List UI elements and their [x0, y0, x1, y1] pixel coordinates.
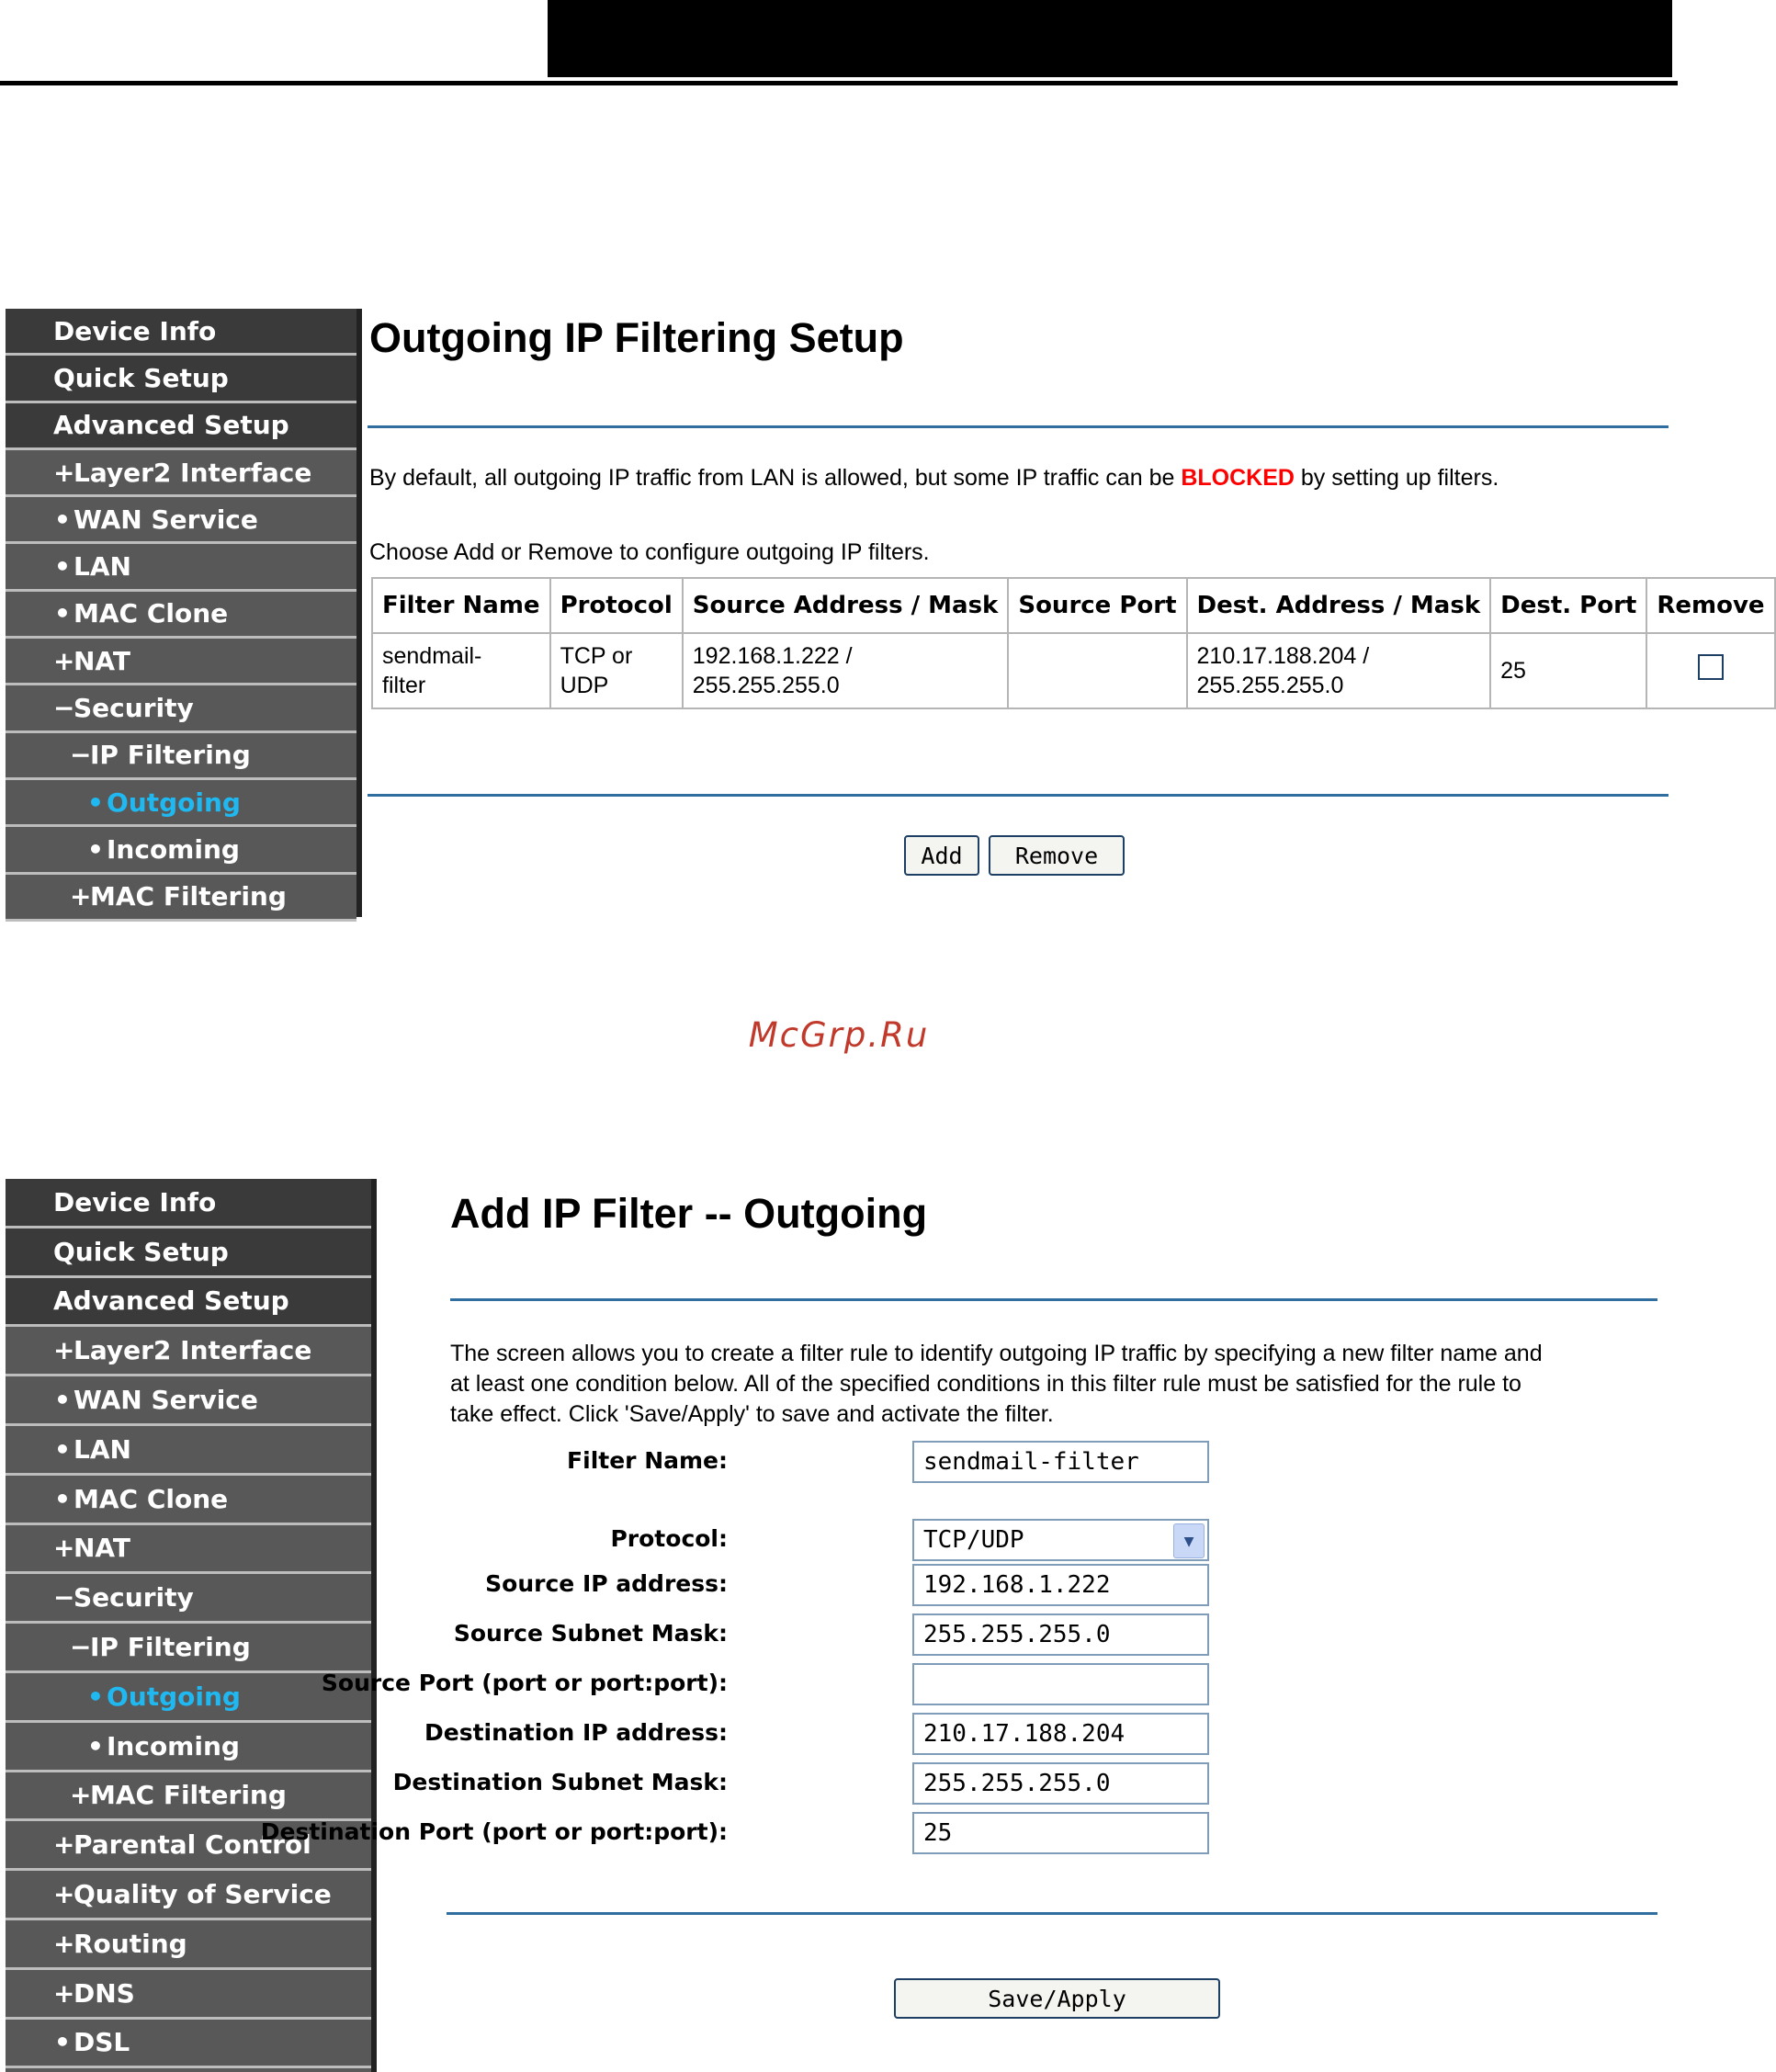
- sidebar-item-label: Layer2 Interface: [74, 1335, 312, 1366]
- sidebar-item-label: IP Filtering: [90, 1632, 251, 1663]
- sidebar-item-incoming[interactable]: [6, 827, 356, 874]
- sidebar-item-label: LAN: [74, 551, 131, 583]
- cell-filter-name-line2: filter: [382, 673, 426, 698]
- sidebar-item-label: Routing: [74, 1928, 187, 1959]
- protocol-selected-value: TCP/UDP: [923, 1526, 1024, 1554]
- sidebar-item-advanced-setup[interactable]: [6, 403, 356, 450]
- remove-button[interactable]: Remove: [989, 835, 1125, 876]
- sidebar-marker-icon: •: [54, 1483, 71, 1514]
- col-source-port: Source Port: [1008, 578, 1186, 633]
- dest-port-input[interactable]: 25: [912, 1812, 1209, 1854]
- sidebar-marker-icon: +: [53, 645, 75, 676]
- sidebar-item-outgoing[interactable]: [6, 1673, 371, 1723]
- intro-text-start: By default, all outgoing IP traffic from LAN is allowed, but some IP traffic can be: [369, 465, 1182, 491]
- cell-protocol-line1: TCP or: [560, 643, 633, 669]
- source-port-input[interactable]: [912, 1663, 1209, 1705]
- sidebar-marker-icon: −: [70, 740, 92, 771]
- sidebar-marker-icon: •: [54, 551, 71, 583]
- sidebar-item-lan[interactable]: [6, 1426, 371, 1476]
- description-line: at least one condition below. All of the specified conditions in this filter rule must be satisfied for the rule to: [450, 1371, 1521, 1397]
- sidebar-marker-icon: +: [70, 1780, 92, 1811]
- source-ip-input[interactable]: 192.168.1.222: [912, 1564, 1209, 1606]
- sidebar-item-label: Layer2 Interface: [74, 457, 312, 488]
- sidebar-item-mac-filtering[interactable]: [6, 875, 356, 922]
- outgoing-filter-screenshot: [6, 309, 1765, 917]
- dest-ip-label: Destination IP address:: [424, 1719, 728, 1746]
- sidebar-item-label: MAC Clone: [74, 1483, 229, 1514]
- sidebar-item-label: Quick Setup: [53, 1236, 229, 1267]
- sidebar-item-device-info[interactable]: [6, 309, 356, 356]
- table-row: [372, 633, 1775, 708]
- save-apply-button[interactable]: Save/Apply: [894, 1978, 1220, 2019]
- sidebar-item-ip-filtering[interactable]: [6, 733, 356, 780]
- col-dest-address: Dest. Address / Mask: [1187, 578, 1491, 633]
- sidebar-item-label: Quick Setup: [53, 362, 229, 393]
- sidebar-item-label: Incoming: [107, 1730, 240, 1761]
- sidebar-item-label: MAC Clone: [74, 598, 229, 629]
- cell-source-address-line1: 192.168.1.222 /: [692, 643, 853, 669]
- source-mask-input[interactable]: 255.255.255.0: [912, 1613, 1209, 1656]
- sidebar-marker-icon: •: [54, 2027, 71, 2058]
- divider: [368, 425, 1669, 428]
- sidebar-item-label: DNS: [74, 1977, 135, 2009]
- dest-mask-label: Destination Subnet Mask:: [392, 1769, 728, 1795]
- sidebar-item-wan-service[interactable]: [6, 497, 356, 544]
- sidebar-marker-icon: •: [87, 787, 104, 818]
- sidebar-item-ip-filtering[interactable]: [6, 1624, 371, 1673]
- cell-source-address: [683, 633, 1009, 708]
- cell-dest-port: 25: [1490, 633, 1646, 708]
- dest-ip-input[interactable]: 210.17.188.204: [912, 1713, 1209, 1755]
- sidebar-item-quick-setup[interactable]: [6, 356, 356, 402]
- sidebar-item-wan-service[interactable]: [6, 1376, 371, 1426]
- sidebar-item-label: Advanced Setup: [53, 1285, 289, 1317]
- sidebar-item-label: Outgoing: [107, 787, 241, 818]
- sidebar-item-mac-clone[interactable]: [6, 592, 356, 639]
- sidebar-marker-icon: •: [54, 598, 71, 629]
- sidebar-marker-icon: •: [54, 504, 71, 535]
- sidebar-marker-icon: +: [53, 1977, 75, 2009]
- sidebar-item-layer2-interface[interactable]: [6, 1327, 371, 1376]
- sidebar-item-label: Device Info: [53, 1186, 217, 1217]
- sidebar-item-security[interactable]: [6, 1574, 371, 1624]
- description-line: The screen allows you to create a filter rule to identify outgoing IP traffic by specifying a new filter name and: [450, 1341, 1543, 1366]
- sidebar-item-label: DSL: [74, 2027, 130, 2058]
- sidebar-item-label: Security: [74, 693, 194, 724]
- sidebar-item-layer2-interface[interactable]: [6, 450, 356, 497]
- sidebar-item-label: WAN Service: [74, 1385, 258, 1416]
- sidebar-item-quick-setup[interactable]: [6, 1228, 371, 1278]
- sidebar-item-quality-of-service[interactable]: [6, 1871, 371, 1920]
- sidebar-item-label: WAN Service: [74, 504, 258, 535]
- cell-dest-address: [1187, 633, 1491, 708]
- sidebar-item-label: NAT: [74, 645, 131, 676]
- sidebar-marker-icon: +: [53, 1879, 75, 1910]
- sidebar-item-label: IP Filtering: [90, 740, 251, 771]
- sidebar-item-nat[interactable]: [6, 1525, 371, 1575]
- filter-name-label: Filter Name:: [567, 1447, 728, 1474]
- sidebar-marker-icon: −: [53, 693, 75, 724]
- sidebar-item-label: Incoming: [107, 833, 240, 865]
- sidebar-nav: [6, 309, 356, 917]
- sidebar-item-label: MAC Filtering: [90, 1780, 287, 1811]
- watermark-text: McGrp.Ru: [748, 1015, 930, 1055]
- sidebar-item-dns[interactable]: [6, 1970, 371, 2020]
- source-port-label: Source Port (port or port:port):: [321, 1670, 728, 1696]
- main-panel: [362, 309, 1765, 917]
- sidebar-item-dsl[interactable]: [6, 2020, 371, 2069]
- header-rule: [0, 81, 1678, 85]
- filter-name-input[interactable]: sendmail-filter: [912, 1441, 1209, 1483]
- cell-protocol-line2: UDP: [560, 673, 609, 698]
- sidebar-marker-icon: •: [87, 1681, 104, 1712]
- sidebar-item-mac-filtering[interactable]: [6, 1772, 371, 1822]
- sidebar-marker-icon: +: [53, 457, 75, 488]
- sidebar-marker-icon: •: [87, 1730, 104, 1761]
- blocked-keyword: BLOCKED: [1181, 465, 1295, 491]
- sidebar-item-label: LAN: [74, 1433, 131, 1465]
- col-filter-name: Filter Name: [372, 578, 550, 633]
- sidebar-item-device-info[interactable]: [6, 1179, 371, 1228]
- protocol-select[interactable]: [912, 1519, 1209, 1561]
- cell-dest-address-line1: 210.17.188.204 /: [1196, 643, 1370, 669]
- col-protocol: Protocol: [550, 578, 683, 633]
- sidebar-item-label: Parental Control: [74, 1829, 311, 1861]
- add-filter-screenshot: [6, 1179, 1672, 2072]
- description-text: [450, 1339, 1543, 1430]
- sidebar-item-incoming[interactable]: [6, 1723, 371, 1772]
- add-button[interactable]: Add: [904, 835, 979, 876]
- cell-filter-name: [372, 633, 550, 708]
- sidebar-marker-icon: +: [53, 1829, 75, 1861]
- table-header-row: [372, 578, 1775, 633]
- sidebar-marker-icon: •: [87, 833, 104, 865]
- sidebar-marker-icon: +: [53, 1928, 75, 1959]
- col-source-address: Source Address / Mask: [683, 578, 1009, 633]
- cell-dest-address-line2: 255.255.255.0: [1196, 673, 1344, 698]
- dest-mask-input[interactable]: 255.255.255.0: [912, 1762, 1209, 1805]
- filter-table: [371, 577, 1776, 709]
- divider: [447, 1912, 1657, 1915]
- cell-source-port: [1008, 633, 1186, 708]
- sidebar-item-mac-clone[interactable]: [6, 1476, 371, 1525]
- sidebar-marker-icon: •: [54, 1433, 71, 1465]
- main-panel: [260, 1179, 1672, 2072]
- sidebar-item-label: NAT: [74, 1533, 131, 1564]
- dest-port-label: Destination Port (port or port:port):: [260, 1818, 728, 1845]
- source-ip-label: Source IP address:: [485, 1570, 728, 1597]
- divider: [450, 1298, 1657, 1301]
- intro-text-end: by setting up filters.: [1294, 465, 1499, 491]
- sidebar-item-label: Device Info: [53, 315, 217, 346]
- page-title: Add IP Filter -- Outgoing: [450, 1190, 928, 1237]
- col-remove: Remove: [1646, 578, 1774, 633]
- sidebar-item-security[interactable]: [6, 685, 356, 732]
- protocol-label: Protocol:: [610, 1525, 728, 1552]
- sidebar-marker-icon: −: [53, 1582, 75, 1613]
- sidebar-marker-icon: +: [53, 1335, 75, 1366]
- sidebar-item-nat[interactable]: [6, 639, 356, 685]
- sidebar-nav: [6, 1179, 371, 2072]
- page-title: Outgoing IP Filtering Setup: [369, 314, 904, 361]
- sidebar-item-lan[interactable]: [6, 545, 356, 592]
- sidebar-item-label: Outgoing: [107, 1681, 241, 1712]
- sidebar-marker-icon: −: [70, 1632, 92, 1663]
- divider: [368, 794, 1669, 797]
- source-mask-label: Source Subnet Mask:: [453, 1620, 728, 1647]
- header-black-bar: [548, 0, 1672, 77]
- col-dest-port: Dest. Port: [1490, 578, 1646, 633]
- cell-source-address-line2: 255.255.255.0: [692, 673, 840, 698]
- sidebar-item-label: MAC Filtering: [90, 881, 287, 912]
- sidebar-item-label: Quality of Service: [74, 1879, 332, 1910]
- intro-text: [369, 463, 1499, 493]
- cell-remove: [1646, 633, 1774, 708]
- remove-checkbox[interactable]: [1698, 654, 1724, 680]
- chevron-down-icon[interactable]: ▼: [1173, 1523, 1205, 1558]
- sidebar-marker-icon: +: [53, 1533, 75, 1564]
- sidebar-item-label: Security: [74, 1582, 194, 1613]
- sidebar-item-outgoing[interactable]: [6, 780, 356, 827]
- cell-protocol: [550, 633, 683, 708]
- sidebar-marker-icon: +: [70, 881, 92, 912]
- sidebar-item-advanced-setup[interactable]: [6, 1278, 371, 1328]
- sidebar-item-routing[interactable]: [6, 1920, 371, 1970]
- choose-instructions: Choose Add or Remove to configure outgoing IP filters.: [369, 539, 930, 565]
- description-line: take effect. Click 'Save/Apply' to save and activate the filter.: [450, 1401, 1054, 1427]
- sidebar-marker-icon: •: [54, 1385, 71, 1416]
- sidebar-item-label: Advanced Setup: [53, 410, 289, 441]
- cell-filter-name-line1: sendmail-: [382, 643, 482, 669]
